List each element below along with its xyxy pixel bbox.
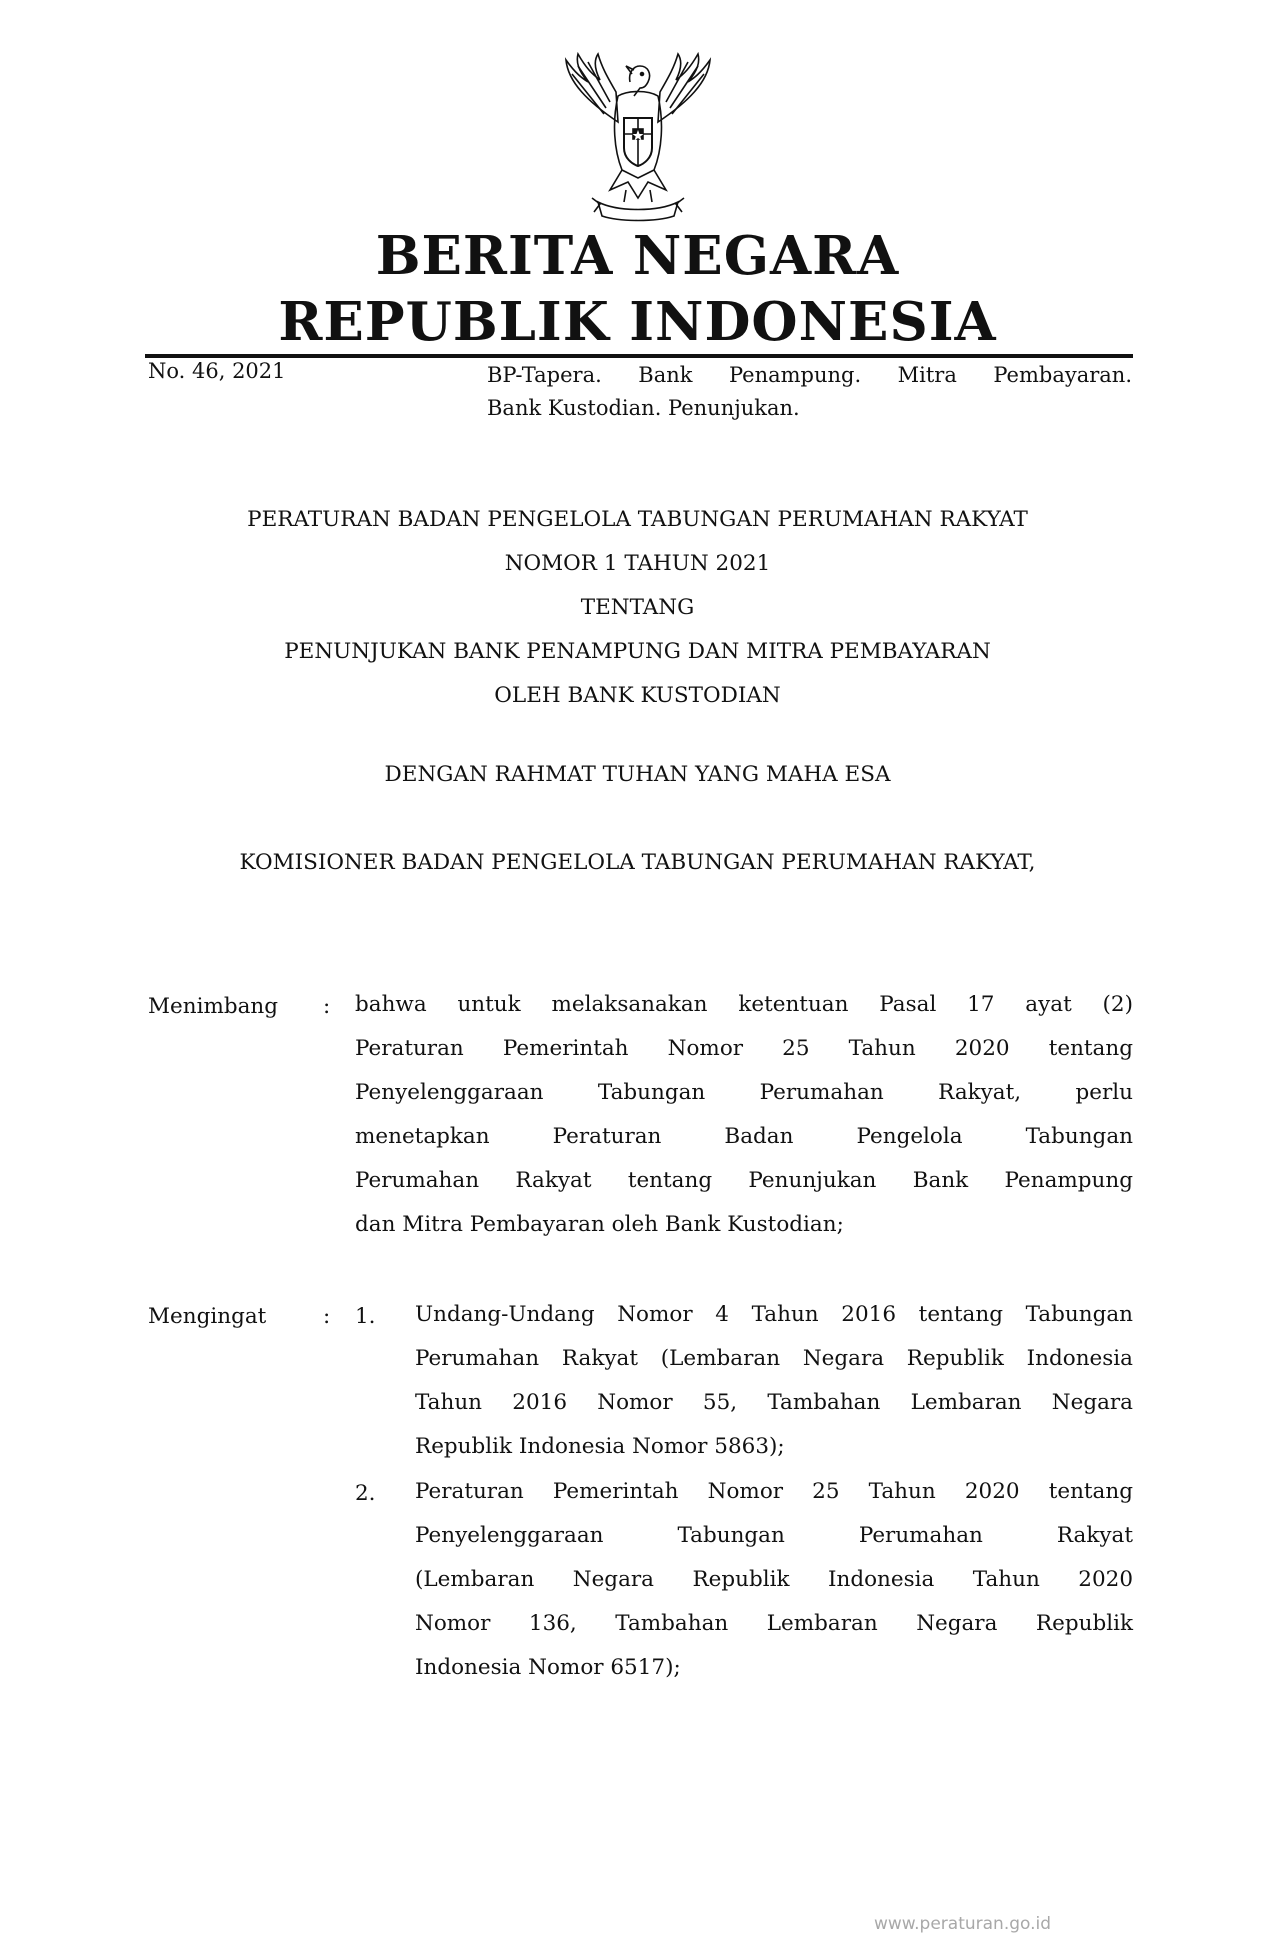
menimbang-line: Penyelenggaraan Tabungan Perumahan Rakyat, perlu [355, 1080, 1133, 1105]
newspaper-title-line2: REPUBLIK INDONESIA [278, 291, 997, 353]
garuda-pancasila-emblem-icon [548, 52, 728, 224]
regulation-title [0, 498, 1275, 718]
menimbang-line: Peraturan Pemerintah Nomor 25 Tahun 2020 tentang [355, 1036, 1133, 1061]
issue-topics-line1: BP-Tapera. Bank Penampung. Mitra Pembayaran. [487, 363, 1132, 387]
mengingat-item-line: Perumahan Rakyat (Lembaran Negara Republik Indonesia [415, 1346, 1133, 1371]
menimbang-line: bahwa untuk melaksanakan ketentuan Pasal 17 ayat (2) [355, 992, 1133, 1017]
mengingat-item-2 [415, 1470, 1133, 1690]
mengingat-item-line: Republik Indonesia Nomor 5863); [415, 1434, 785, 1459]
regulation-title-line4: PENUNJUKAN BANK PENAMPUNG DAN MITRA PEMBAYARAN [284, 639, 991, 664]
menimbang-colon: : [323, 994, 331, 1019]
masthead-rule [145, 354, 1133, 358]
mengingat-item-line: Nomor 136, Tambahan Lembaran Negara Republik [415, 1611, 1133, 1636]
issue-topics-line2: Bank Kustodian. Penunjukan. [487, 396, 800, 420]
regulation-title-line2: NOMOR 1 TAHUN 2021 [504, 551, 771, 576]
mengingat-item-line: (Lembaran Negara Republik Indonesia Tahun 2020 [415, 1567, 1133, 1592]
menimbang-line: dan Mitra Pembayaran oleh Bank Kustodian; [355, 1212, 844, 1237]
mengingat-label: Mengingat [148, 1304, 267, 1329]
mengingat-item-line: Peraturan Pemerintah Nomor 25 Tahun 2020 tentang [415, 1479, 1133, 1504]
menimbang-line: Perumahan Rakyat tentang Penunjukan Bank Penampung [355, 1168, 1133, 1193]
preamble: DENGAN RAHMAT TUHAN YANG MAHA ESA [384, 762, 891, 787]
issue-topics [487, 359, 1132, 425]
issue-number: No. 46, 2021 [148, 359, 286, 383]
issuing-authority: KOMISIONER BADAN PENGELOLA TABUNGAN PERUMAHAN RAKYAT, [239, 850, 1036, 875]
menimbang-line: menetapkan Peraturan Badan Pengelola Tabungan [355, 1124, 1133, 1149]
footer-website-link[interactable]: www.peraturan.go.id [874, 1914, 1052, 1934]
mengingat-item-line: Penyelenggaraan Tabungan Perumahan Rakyat [415, 1523, 1133, 1548]
menimbang-label: Menimbang [148, 994, 279, 1019]
regulation-title-line1: PERATURAN BADAN PENGELOLA TABUNGAN PERUMAHAN RAKYAT [247, 507, 1028, 532]
mengingat-item-number: 1. [355, 1304, 376, 1329]
mengingat-item-number: 2. [355, 1481, 376, 1506]
mengingat-item-line: Tahun 2016 Nomor 55, Tambahan Lembaran Negara [415, 1390, 1133, 1415]
mengingat-colon: : [323, 1304, 331, 1329]
mengingat-item-line: Undang-Undang Nomor 4 Tahun 2016 tentang Tabungan [415, 1302, 1133, 1327]
menimbang-paragraph [355, 983, 1133, 1247]
regulation-title-line3: TENTANG [580, 595, 695, 620]
newspaper-title-line1: BERITA NEGARA [375, 225, 900, 287]
mengingat-item-1 [415, 1293, 1133, 1469]
mengingat-item-line: Indonesia Nomor 6517); [415, 1655, 681, 1680]
regulation-title-line5: OLEH BANK KUSTODIAN [494, 683, 781, 708]
